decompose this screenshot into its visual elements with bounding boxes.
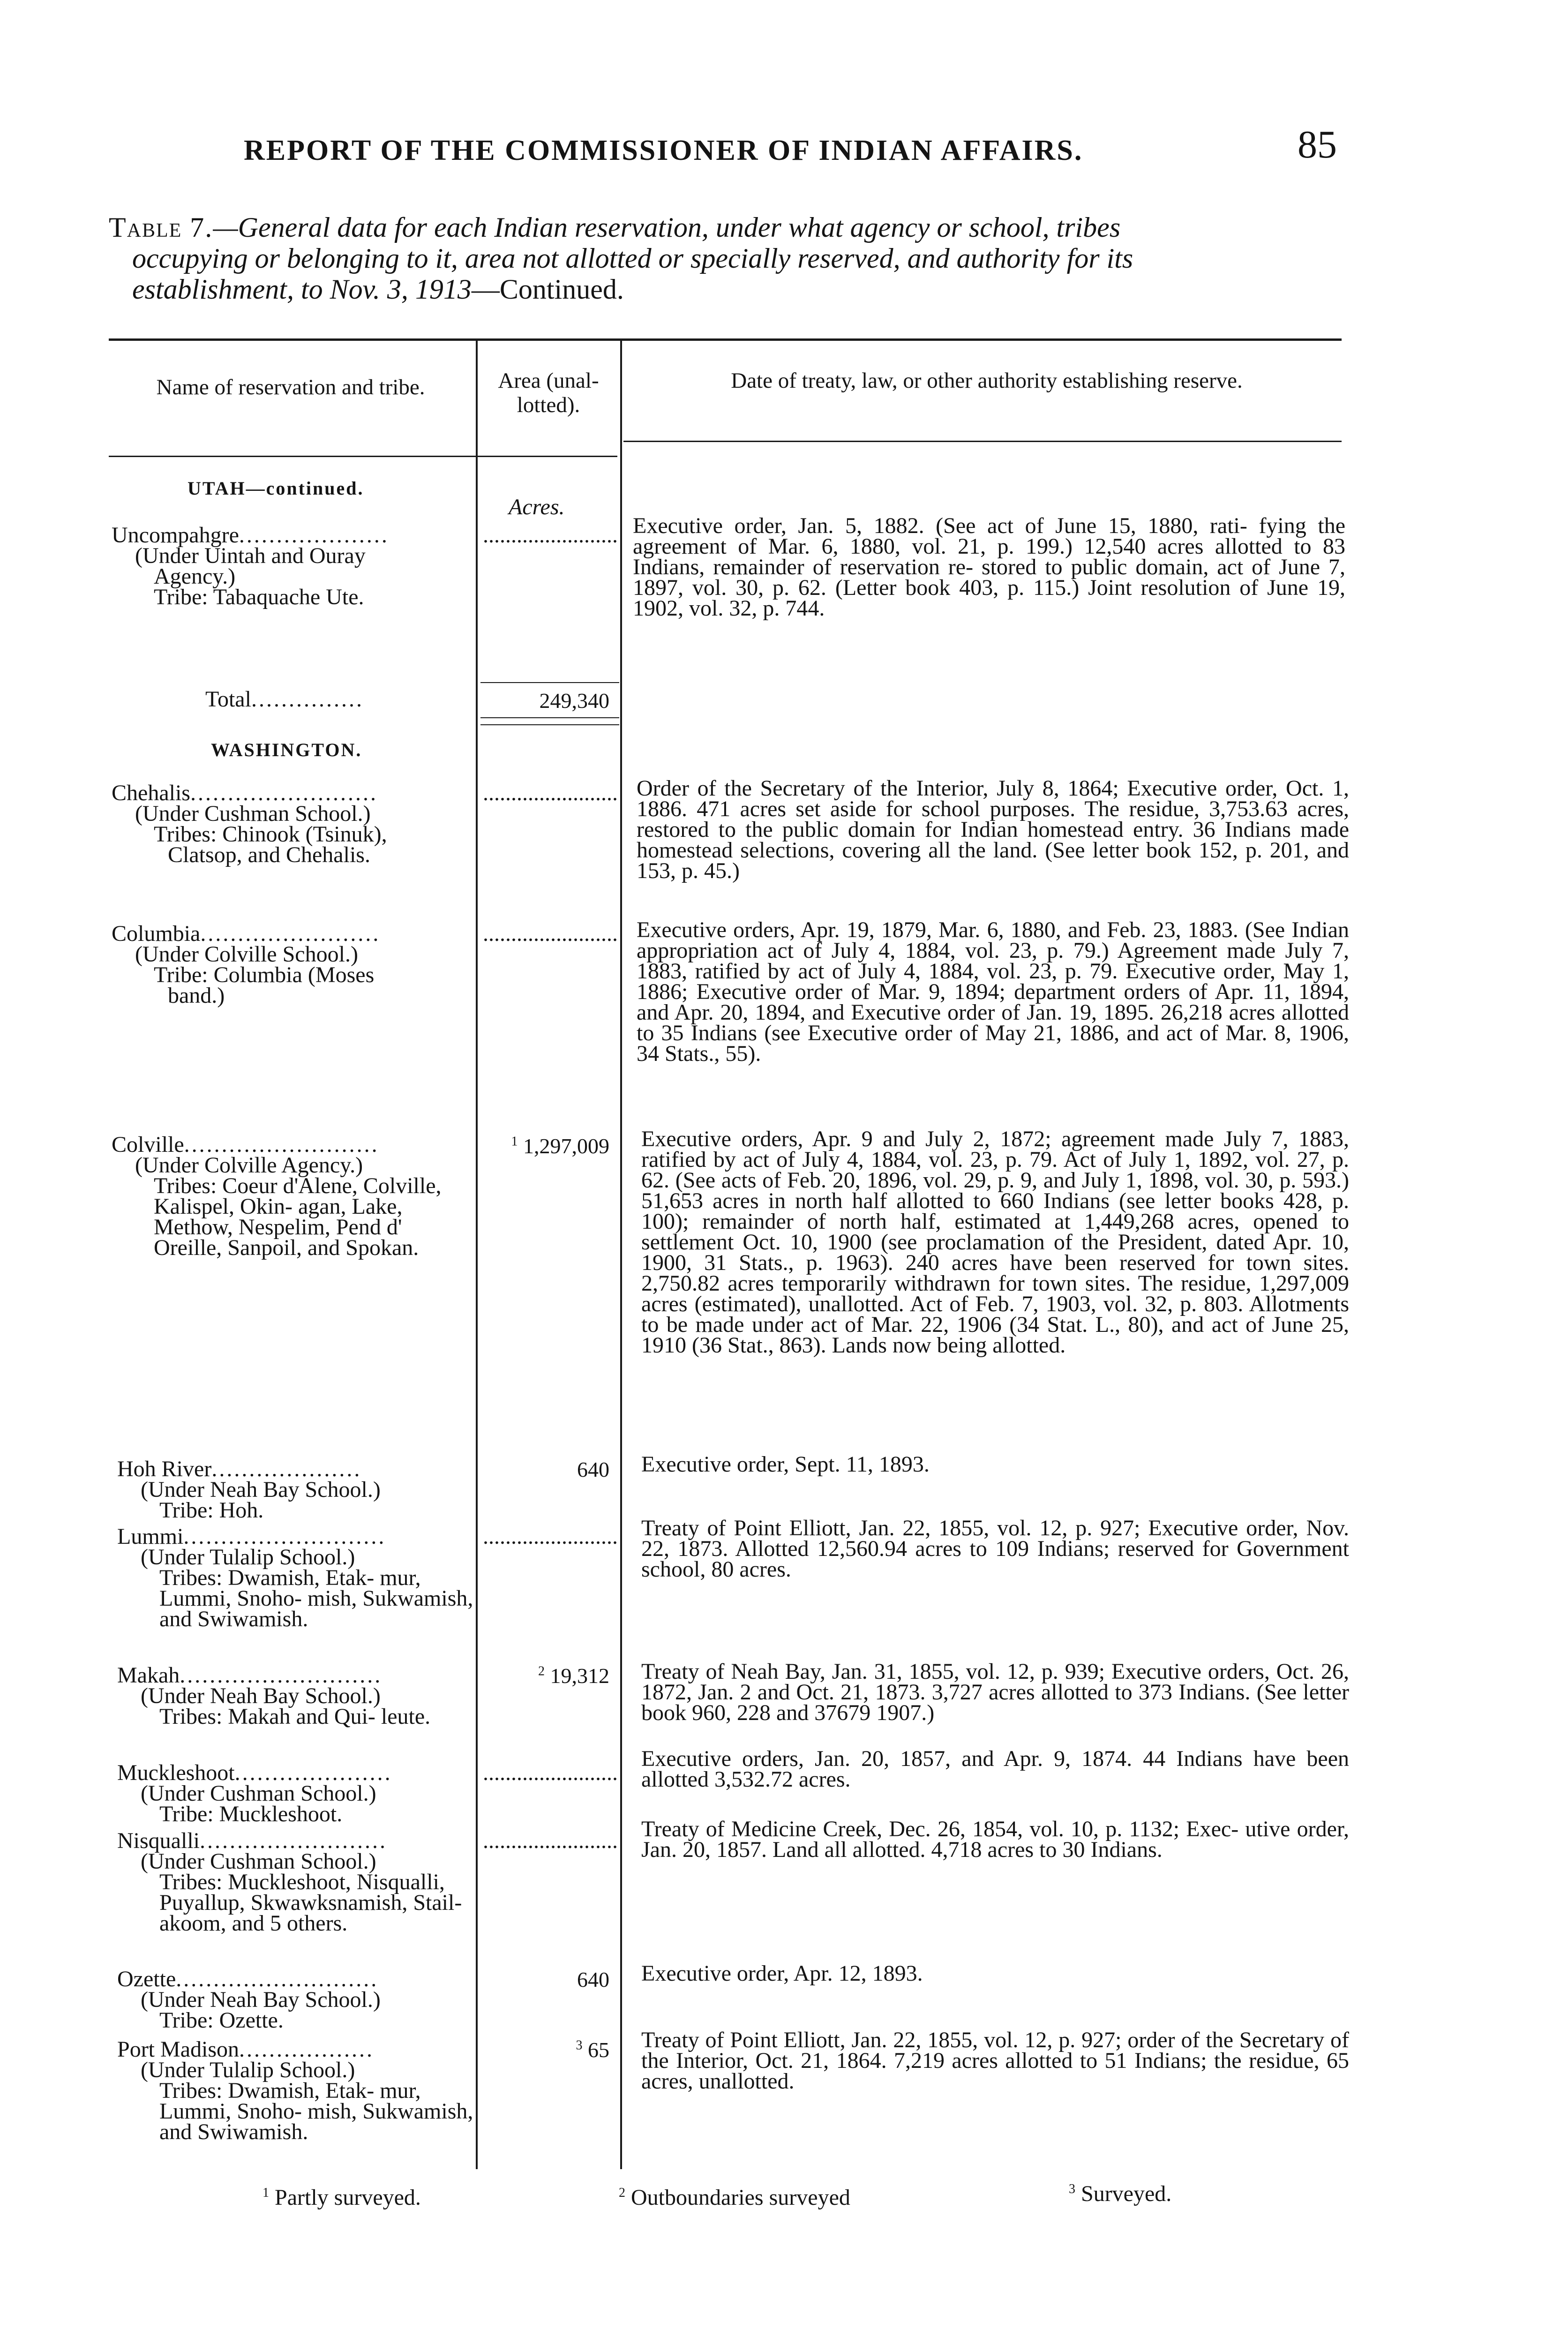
authority-chehalis: Order of the Secretary of the Interior, July 8, 1864; Executive order, Oct. 1, 1886. 471 acres set aside for school purposes. The residue, 3,753.63 acres, restored to the public domain for Indian homestead entry. 36 Indians made homestead selections, covering all the land. (See letter book 152, p. 201, and 153, p. 45.)	[637, 776, 1349, 883]
footnote-1: $^1$ Partly surveyed.	[263, 2185, 421, 2210]
area-hoh-river: 640	[577, 1457, 609, 1481]
area-makah: $^2$ 19,312	[538, 1664, 609, 1688]
caption-line-2: occupying or belonging to it, area not allotted or specially reserved, and authority for its	[132, 243, 1133, 274]
reservation-lummi: Lummi........................... (Under Tulalip School.) Tribes: Dwamish, Etak- mur, Lummi, Snoho- mish, Sukwamish, and Swiwamish.	[117, 1524, 473, 1631]
total-label: Total...............	[205, 687, 364, 712]
authority-uncompahgre: Executive order, Jan. 5, 1882. (See act of June 15, 1880, rati- fying the agreement of Mar. 6, 1880, vol. 21, p. 199.) 12,540 acres allotted to 83 Indians, remainder of reservation re- stored to public domain, act of June 7, 1897, vol. 30, p. 62. (Letter book 403, p. 115.) Joint resolution of June 19, 1902, vol. 32, p. 744.	[633, 513, 1345, 621]
reservation-port-madison: Port Madison.................. (Under Tulalip School.) Tribes: Dwamish, Etak- mur, Lummi, Snoho- mish, Sukwamish, and Swiwamish.	[117, 2037, 473, 2144]
authority-columbia: Executive orders, Apr. 19, 1879, Mar. 6, 1880, and Feb. 23, 1883. (See Indian appropriation act of July 4, 1884, vol. 23, p. 79.) Agreement made July 7, 1883, ratified by act of July 4, 1884, vol. 23, p. 79. Executive order, May 1, 1886; Executive order of Mar. 9, 1894; department orders of Apr. 11, 1894, and Apr. 20, 1894, and Executive order of Jan. 19, 1895. 26,218 acres allotted to 35 Indians (see Executive order of May 21, 1886, and act of Mar. 8, 1906, 34 Stats., 55).	[637, 917, 1349, 1066]
authority-makah: Treaty of Neah Bay, Jan. 31, 1855, vol. 12, p. 939; Executive orders, Oct. 26, 1872, Jan. 2 and Oct. 21, 1873. 3,727 acres allotted to 373 Indians. (See letter book 960, 228 and 37679 1907.)	[641, 1659, 1349, 1725]
reservation-colville: Colville.......................... (Under Colville Agency.) Tribes: Coeur d'Alene, Colville, Kalispel, Okin- agan, Lake, Methow, Nespelim, Pend d' Oreille, Sanpoil, and Spokan.	[112, 1132, 442, 1260]
header-bottom-rule-right	[623, 441, 1342, 442]
running-header: REPORT OF THE COMMISSIONER OF INDIAN AFFAIRS.	[244, 135, 1083, 166]
reservation-nisqualli: Nisqualli......................... (Under Cushman School.) Tribes: Muckleshoot, Nisqualli, Puyallup, Skwawksnamish, Stail- akoom, and 5 others.	[117, 1828, 462, 1936]
table-top-rule	[109, 338, 1342, 341]
authority-nisqualli: Treaty of Medicine Creek, Dec. 26, 1854, vol. 10, p. 1132; Exec- utive order, Jan. 20, 1857. Land all allotted. 4,718 acres to 30 Indians.	[641, 1817, 1349, 1862]
authority-muckleshoot: Executive orders, Jan. 20, 1857, and Apr. 9, 1874. 44 Indians have been allotted 3,532.72 acres.	[641, 1746, 1349, 1792]
authority-port-madison: Treaty of Point Elliott, Jan. 22, 1855, vol. 12, p. 927; order of the Secretary of the Interior, Oct. 21, 1864. 7,219 acres allotted to 51 Indians; the residue, 65 acres, unallotted.	[641, 2028, 1349, 2094]
column-header-name: Name of reservation and tribe.	[156, 375, 425, 399]
caption-line-1: —General data for each Indian reservation, under what agency or school, tribes	[213, 212, 1121, 243]
area-units-label: Acres.	[509, 495, 565, 519]
reservation-chehalis: Chehalis......................... (Under Cushman School.) Tribes: Chinook (Tsinuk), Clatsop, and Chehalis.	[112, 781, 387, 867]
footnote-2: $^2$ Outboundaries surveyed	[619, 2185, 850, 2210]
authority-lummi: Treaty of Point Elliott, Jan. 22, 1855, vol. 12, p. 927; Executive order, Nov. 22, 1873. Allotted 12,560.94 acres to 109 Indians; reserved for Government school, 80 acres.	[641, 1516, 1349, 1582]
page-number: 85	[1298, 123, 1337, 166]
reservation-muckleshoot: Muckleshoot..................... (Under Cushman School.) Tribe: Muckleshoot.	[117, 1760, 392, 1826]
caption-line-3: establishment, to Nov. 3, 1913	[132, 274, 472, 305]
total-double-rule-a	[480, 717, 619, 718]
column-header-area: Area (unal- lotted).	[498, 368, 599, 417]
total-top-rule	[480, 682, 619, 683]
authority-colville: Executive orders, Apr. 9 and July 2, 1872; agreement made July 7, 1883, ratified by act of July 4, 1884, vol. 23, p. 79. Act of July 1, 1892, vol. 27, p. 62. (See acts of Feb. 20, 1896, vol. 29, p. 9, and July 1, 1898, vol. 30, p. 593.) 51,653 acres in north half allotted to 660 Indians (see letter books 428, p. 100); remainder of north half, estimated at 1,449,268 acres, opened to settlement Oct. 10, 1900 (see proclamation of the President, dated Apr. 10, 1900, 31 Stats., p. 1963). 240 acres have been reserved for town sites. 2,750.82 acres temporarily withdrawn for town sites. The residue, 1,297,009 acres (estimated), unallotted. Act of Feb. 7, 1903, vol. 32, p. 803. Allotments to be made under act of Mar. 22, 1906 (34 Stat. L., 80), and act of June 25, 1910 (36 Stat., 863). Lands now being allotted.	[641, 1127, 1349, 1358]
column-header-authority: Date of treaty, law, or other authority establishing reserve.	[731, 368, 1243, 393]
authority-hoh-river: Executive order, Sept. 11, 1893.	[641, 1452, 930, 1477]
total-double-rule-b	[480, 724, 619, 725]
area-colville: $^1$ 1,297,009	[511, 1134, 609, 1158]
column-divider-1	[476, 341, 478, 2169]
caption-continued: —Continued.	[471, 274, 624, 305]
area-dots: ........................	[483, 523, 618, 548]
reservation-name: Uncompahgre....................	[112, 523, 389, 548]
section-heading-washington: WASHINGTON.	[211, 739, 362, 760]
reservation-uncompahgre: Uncompahgre.................... (Under Uintah and Ouray Agency.) Tribe: Tabaquache Ute.	[112, 523, 389, 609]
reservation-columbia: Columbia........................ (Under Colville School.) Tribe: Columbia (Moses band.)	[112, 921, 381, 1008]
table-caption	[109, 212, 1346, 305]
total-value: 249,340	[539, 689, 609, 713]
section-heading-utah: UTAH—continued.	[188, 478, 364, 499]
header-bottom-rule-left	[109, 456, 617, 457]
reservation-makah: Makah........................... (Under Neah Bay School.) Tribes: Makah and Qui- leute.	[117, 1663, 431, 1729]
column-divider-2	[620, 341, 622, 2169]
caption-lead: Table 7.	[109, 212, 213, 243]
reservation-hoh-river: Hoh River.................... (Under Neah Bay School.) Tribe: Hoh.	[117, 1457, 381, 1523]
reservation-ozette: Ozette........................... (Under Neah Bay School.) Tribe: Ozette.	[117, 1967, 381, 2033]
authority-ozette: Executive order, Apr. 12, 1893.	[641, 1961, 923, 1986]
area-port-madison: $^3$ 65	[576, 2038, 609, 2062]
area-ozette: 640	[577, 1968, 609, 1991]
footnote-3: $^3$ Surveyed.	[1069, 2181, 1172, 2206]
